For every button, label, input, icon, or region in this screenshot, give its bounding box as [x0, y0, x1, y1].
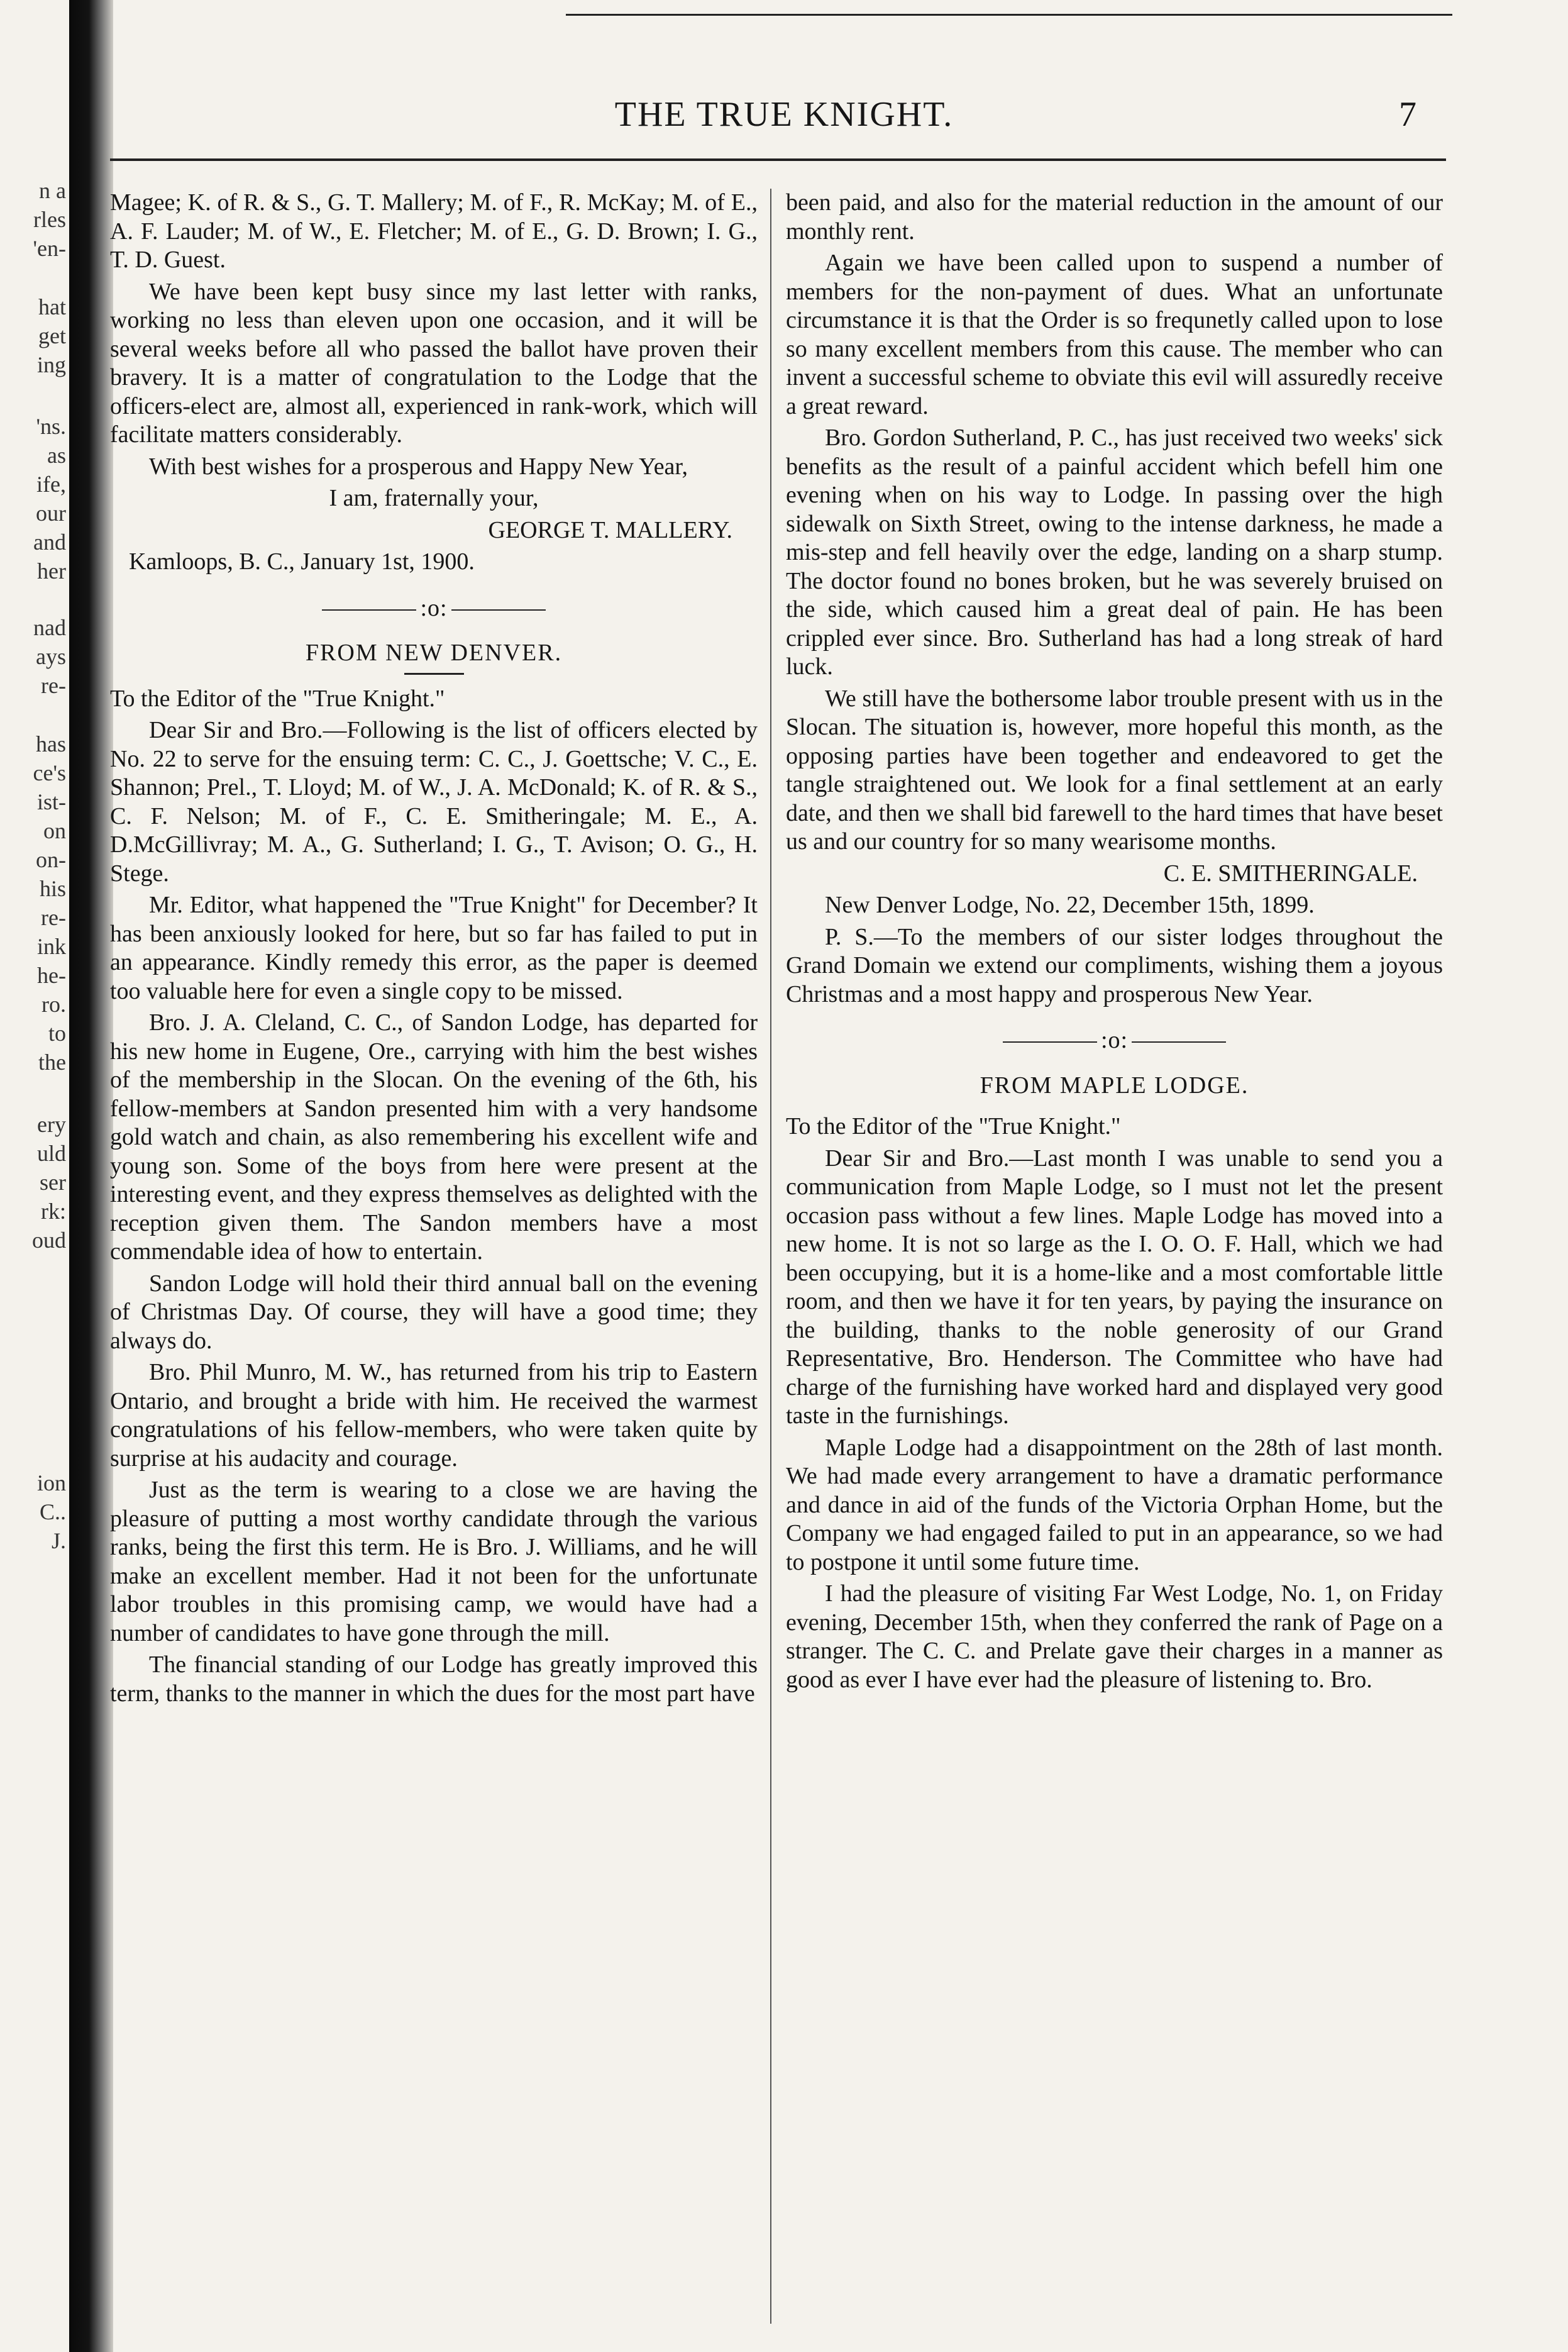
margin-fragment-a: n a rles 'en-: [33, 178, 66, 261]
right-column: [786, 189, 1443, 1697]
section-title-maple-lodge: FROM MAPLE LODGE.: [980, 1072, 1249, 1099]
paragraph: Magee; K. of R. & S., G. T. Mallery; M. of F., R. McKay; M. of E., A. F. Lauder; M. of W., E. Fletcher; M. of E., G. D. Brown; I. G., T. D. Guest.: [110, 189, 758, 273]
section-separator: :o:: [786, 1026, 1443, 1055]
section-separator: :o:: [110, 594, 758, 623]
letter-dateline: New Denver Lodge, No. 22, December 15th, 1899.: [825, 892, 1315, 918]
paragraph: Dear Sir and Bro.—Following is the list of officers elected by No. 22 to serve for the ensuing term: C. C., J. Goettsche; V. C., E. Shannon; Prel., T. Lloyd; M. of W., J. A. McDonald; K. of R. & S., C. F. Nelson; M. of F., C. E. Smitheringale; M. E., A. D.McGillivray; M. A., G. Sutherland; I. G., T. Avison; O. G., H. Stege.: [110, 717, 758, 887]
paragraph: I had the pleasure of visiting Far West Lodge, No. 1, on Friday evening, December 15th, when they conferred the rank of Page on a stranger. The C. C. and Prelate gave their charges in a manner as good as ever I have ever had the pleasure of listening to. Bro.: [786, 1580, 1443, 1693]
paragraph: Mr. Editor, what happened the "True Knight" for December? It has been anxiously looked for here, but so far has failed to put in an appearance. Kindly remedy this error, as the paper is deemed too valuable here for even a single copy to be missed.: [110, 892, 758, 1004]
paragraph: P. S.—To the members of our sister lodges throughout the Grand Domain we extend our compliments, wishing them a joyous Christmas and a most happy and prosperous New Year.: [786, 923, 1443, 1007]
page-spine-shadow: [69, 0, 113, 2352]
letter-signature: GEORGE T. MALLERY.: [488, 516, 732, 543]
margin-fragment-f: ery uld ser rk: oud: [32, 1112, 66, 1253]
paragraph: Bro. J. A. Cleland, C. C., of Sandon Lodge, has departed for his new home in Eugene, Ore., carrying with him the best wishes of the membership in the Slocan. On the evening of the 6th, his fellow-members at Sandon presented him with a very handsome gold watch and chain, as also remembering his excellent wife and young son. Some of the boys from here were present at the interesting event, and they express themselves as delighted with the reception given them. The Sandon members have a most commendable idea of how to entertain.: [110, 1009, 758, 1265]
margin-fragment-c: 'ns. as ife, our and her: [33, 414, 66, 584]
column-divider: [770, 189, 771, 2324]
left-column: [110, 189, 758, 1711]
header-rule: [110, 158, 1446, 161]
paragraph: Bro. Phil Munro, M. W., has returned from his trip to Eastern Ontario, and brought a bride with him. He received the warmest congratulations of his fellow-members, who were taken quite by surprise at his audacity and courage.: [110, 1359, 758, 1472]
page-number: 7: [1399, 95, 1416, 134]
paragraph: We have been kept busy since my last letter with ranks, working no less than eleven upon one occasion, and it will be several weeks before all who passed the ballot have proven their bravery. It is a matter of congratulation to the Lodge that the officers-elect are, almost all, experienced in rank-work, which will facilitate matters considerably.: [110, 278, 758, 448]
paragraph: Again we have been called upon to suspend a number of members for the non-payment of dues. What an unfortunate circumstance it is that the Order is so frequnetly called upon to lose so many excellent members from this cause. The member who can invent a successful scheme to obviate this evil will assuredly receive a great reward.: [786, 250, 1443, 419]
letter-dateline: Kamloops, B. C., January 1st, 1900.: [129, 548, 475, 575]
margin-fragment-b: hat get ing: [36, 294, 66, 377]
letter-signature: C. E. SMITHERINGALE.: [1163, 860, 1418, 887]
margin-fragment-e: has ce's ist- on on- his re- ink he- ro. to the: [33, 731, 66, 1075]
paragraph: The financial standing of our Lodge has greatly improved this term, thanks to the manner in which the dues for the most part have: [110, 1651, 758, 1707]
margin-fragment-g: ion C.. J.: [36, 1470, 66, 1553]
title-underline: [404, 673, 464, 675]
paragraph: Sandon Lodge will hold their third annual ball on the evening of Christmas Day. Of course, they will have a good time; they always do.: [110, 1270, 758, 1354]
page-header-title: THE TRUE KNIGHT.: [614, 95, 954, 134]
paragraph: With best wishes for a prosperous and Happy New Year,: [149, 453, 688, 480]
paragraph: Dear Sir and Bro.—Last month I was unable to send you a communication from Maple Lodge, so I must not let the present occasion pass without a few lines. Maple Lodge has moved into a new home. It is not so large as the I. O. O. F. Hall, which we had been occupying, but it is a home-like and a most comfortable little room, and then we have it for ten years, by paying the insurance on the building, thanks to the noble generosity of our Grand Representative, Bro. Henderson. The Committee who have had charge of the furnishing have worked hard and displayed very good taste in the furnishings.: [786, 1145, 1443, 1429]
paragraph: Just as the term is wearing to a close we are having the pleasure of putting a most worthy candidate through the various ranks, being the first this term. He is Bro. J. Williams, and he will make an excellent member. Had it not been for the unfortunate labor troubles in this promising camp, we would have had a number of candidates to have gone through the mill.: [110, 1477, 758, 1646]
paragraph: been paid, and also for the material reduction in the amount of our monthly rent.: [786, 189, 1443, 245]
letter-salutation: To the Editor of the "True Knight.": [110, 685, 445, 712]
margin-fragment-d: nad ays re-: [33, 615, 66, 698]
top-edge-rule: [566, 14, 1452, 16]
paragraph: Bro. Gordon Sutherland, P. C., has just received two weeks' sick benefits as the result of a painful accident which befell him one evening when on his way to Lodge. In passing over the high sidewalk on Sixth Street, owing to the intense darkness, he made a mis-step and fell heavily over the edge, landing on a sharp stump. The doctor found no bones broken, but he was severely bruised on the side, which caused him a great deal of pain. He has been crippled ever since. Bro. Sutherland has had a long streak of hard luck.: [786, 424, 1443, 680]
paragraph: We still have the bothersome labor trouble present with us in the Slocan. The situation is, however, more hopeful this month, as the opposing parties have been together and endeavored to get the tangle straightened out. We look for a final settlement at an early date, and then we shall bid farewell to the hard times that have beset us and our country for so many wearisome months.: [786, 685, 1443, 855]
letter-closing: I am, fraternally your,: [329, 485, 539, 511]
section-title-new-denver: FROM NEW DENVER.: [305, 640, 563, 666]
letter-salutation: To the Editor of the "True Knight.": [786, 1113, 1121, 1140]
paragraph: Maple Lodge had a disappointment on the 28th of last month. We had made every arrangement to have a dramatic performance and dance in aid of the funds of the Victoria Orphan Home, but the Company we had engaged failed to put in an appearance, so we had to postpone it until some future time.: [786, 1434, 1443, 1575]
